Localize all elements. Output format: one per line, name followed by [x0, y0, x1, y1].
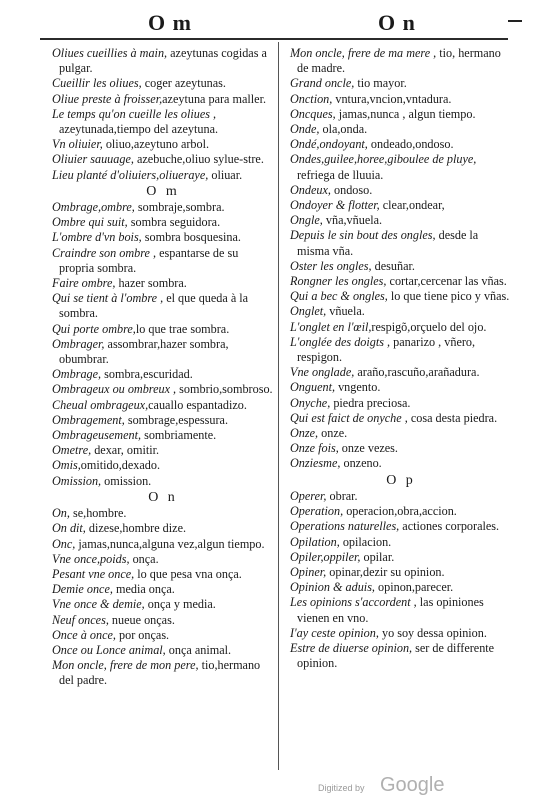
entry-headword: L'onglet en l'œil,: [290, 319, 372, 334]
watermark-prefix: Digitized by: [318, 783, 365, 793]
dictionary-entry: [52, 628, 274, 643]
dictionary-entry: [290, 320, 512, 335]
entry-translation: azeytunas cogidas a pulgar.: [59, 46, 267, 76]
entry-headword: Onguent,: [290, 380, 336, 395]
entry-translation: media onça.: [112, 582, 175, 597]
entry-headword: Mon oncle, frere de mon pere,: [52, 658, 199, 673]
entry-translation: desde la misma vña.: [297, 228, 479, 258]
entry-headword: Ometre,: [52, 443, 92, 458]
dictionary-entry: [52, 92, 274, 107]
dictionary-entry: [290, 595, 512, 625]
dictionary-entry: [52, 567, 274, 582]
entry-headword: Ombrageusement,: [52, 428, 142, 443]
entry-translation: cauallo espantadizo.: [148, 397, 247, 412]
entry-translation: desuñar.: [371, 258, 415, 273]
entry-headword: Ombrager,: [52, 336, 105, 351]
dictionary-entry: [290, 304, 512, 319]
entry-headword: Cheual ombrageux,: [52, 397, 149, 412]
dictionary-entry: [290, 565, 512, 580]
dictionary-entry: [290, 441, 512, 456]
entry-translation: panarizo , vñero, respigon.: [297, 334, 476, 365]
entry-translation: omission.: [101, 473, 152, 488]
entry-translation: lo que tiene pico y vñas.: [387, 289, 510, 304]
entry-translation: jamas,nunca , algun tiempo.: [335, 106, 476, 121]
entry-headword: Onc,: [52, 536, 76, 551]
entry-translation: sombraje,sombra.: [134, 200, 225, 215]
entry-headword: I'ay ceste opinion,: [290, 625, 379, 640]
entry-headword: Once à once,: [52, 627, 116, 642]
dictionary-entry: [52, 458, 274, 473]
entry-headword: Omis,: [52, 458, 81, 473]
section-heading: O n: [148, 489, 178, 505]
dictionary-entry: [52, 597, 274, 612]
entry-translation: omitido,dexado.: [80, 458, 160, 473]
dictionary-entry: [290, 274, 512, 289]
entry-translation: onze.: [318, 426, 348, 441]
dictionary-entry: [52, 230, 274, 245]
entry-translation: refriega de lluuia.: [297, 167, 384, 182]
entry-translation: azebuche,oliuo sylue-stre.: [133, 152, 264, 167]
dictionary-entry: [52, 168, 274, 183]
entry-translation: vña,vñuela.: [322, 213, 383, 228]
dictionary-entry: [52, 137, 274, 152]
entry-headword: Onde,: [290, 122, 320, 137]
entry-translation: se,hombre.: [69, 506, 127, 521]
dictionary-entry: [290, 380, 512, 395]
entry-headword: Operation,: [290, 504, 344, 519]
entry-translation: dexar, omitir.: [91, 443, 160, 458]
dictionary-entry: [52, 413, 274, 428]
dictionary-entry: [290, 550, 512, 565]
entry-translation: sombra seguidora.: [127, 215, 221, 230]
entry-headword: Qui est faict de onyche ,: [290, 410, 408, 425]
entry-headword: Oliue preste à froisser,: [52, 91, 163, 106]
entry-translation: dizese,hombre dize.: [85, 521, 187, 536]
entry-headword: Once ou Lonce animal,: [52, 642, 166, 657]
entry-headword: Qui se tient à l'ombre ,: [52, 291, 164, 306]
dictionary-entry: [290, 489, 512, 504]
dictionary-entry: [290, 137, 512, 152]
entry-headword: Ombragement,: [52, 412, 125, 427]
entry-translation: azeytunada,tiempo del azeytuna.: [59, 122, 219, 137]
entry-headword: Lieu planté d'oliuiers,oliueraye,: [52, 167, 209, 182]
entry-translation: sombriamente.: [141, 428, 217, 443]
entry-translation: sombrio,sombroso.: [176, 382, 273, 397]
entry-headword: Ombre qui suit,: [52, 215, 128, 230]
dictionary-entry: [52, 322, 274, 337]
dictionary-entry: [52, 521, 274, 536]
column-divider: [278, 42, 279, 770]
entry-translation: yo soy dessa opinion.: [378, 625, 487, 640]
entry-headword: Opiner,: [290, 564, 327, 579]
right-column: [290, 46, 512, 671]
entry-translation: araño,rascuño,arañadura.: [354, 365, 480, 380]
entry-translation: piedra preciosa.: [330, 395, 411, 410]
dictionary-entry: [290, 426, 512, 441]
entry-headword: Oncques,: [290, 106, 336, 121]
entry-headword: Qui a bec & ongles,: [290, 289, 388, 304]
dictionary-entry: [52, 215, 274, 230]
section-heading: O m: [146, 183, 180, 199]
entry-headword: Onction,: [290, 91, 333, 106]
entry-translation: el que queda à la sombra.: [59, 291, 249, 321]
dictionary-entry: [290, 519, 512, 534]
entry-headword: Onze fois,: [290, 441, 339, 456]
entry-headword: Qui porte ombre,: [52, 321, 136, 336]
dictionary-entry: [52, 474, 274, 489]
entry-headword: Ombrage,: [52, 367, 102, 382]
entry-headword: Vne once & demie,: [52, 597, 145, 612]
entry-headword: Ombrageux ou ombreux ,: [52, 382, 177, 397]
entry-headword: Neuf onces,: [52, 612, 109, 627]
entry-headword: Faire ombre,: [52, 276, 116, 291]
entry-translation: azeytuna para maller.: [162, 91, 267, 106]
entry-translation: onzeno.: [340, 456, 382, 471]
entry-translation: opinar,dezir su opinion.: [326, 564, 445, 579]
entry-headword: Onyche,: [290, 395, 331, 410]
left-column: [52, 46, 274, 689]
dictionary-entry: [52, 582, 274, 597]
entry-translation: ser de differente opinion.: [297, 640, 495, 671]
entry-headword: Opiler,oppiler,: [290, 549, 361, 564]
dictionary-entry: [52, 276, 274, 291]
entry-translation: las opiniones vienen en vno.: [297, 595, 484, 625]
entry-headword: Vne onglade,: [290, 365, 355, 380]
dictionary-entry: [290, 107, 512, 122]
entry-headword: Ondé,ondoyant,: [290, 137, 368, 152]
entry-translation: oliuar.: [208, 167, 243, 182]
entry-translation: ola,onda.: [319, 122, 368, 137]
dictionary-entry: [290, 411, 512, 426]
dictionary-entry: [290, 198, 512, 213]
dictionary-entry: [52, 398, 274, 413]
dictionary-entry: [52, 367, 274, 382]
entry-headword: Oliuier sauuage,: [52, 152, 134, 167]
entry-headword: Le temps qu'on cueille les oliues ,: [52, 106, 217, 121]
dictionary-entry: [52, 107, 274, 137]
dictionary-entry: [52, 428, 274, 443]
entry-translation: sombra,escuridad.: [101, 367, 193, 382]
dictionary-entry: [52, 291, 274, 321]
dictionary-entry: [290, 213, 512, 228]
entry-translation: actiones corporales.: [399, 519, 500, 534]
dictionary-entry: [52, 200, 274, 215]
dictionary-entry: [52, 152, 274, 167]
entry-headword: Omission,: [52, 473, 102, 488]
entry-headword: Operer,: [290, 488, 327, 503]
entry-translation: hazer sombra.: [115, 276, 187, 291]
entry-translation: lo que trae sombra.: [135, 321, 230, 336]
dictionary-entry: [290, 535, 512, 550]
entry-headword: Demie once,: [52, 582, 113, 597]
entry-headword: Vne once,poids,: [52, 551, 130, 566]
entry-translation: vntura,vncion,vntadura.: [332, 91, 452, 106]
dictionary-entry: [52, 76, 274, 91]
entry-translation: opilacion.: [339, 534, 392, 549]
dictionary-entry: [290, 641, 512, 671]
entry-headword: Ongle,: [290, 213, 323, 228]
dictionary-entry: [290, 228, 512, 258]
google-logo: Google: [380, 774, 445, 796]
dictionary-entry: [290, 183, 512, 198]
entry-translation: jamas,nunca,alguna vez,algun tiempo.: [75, 536, 265, 551]
entry-translation: sombrage,espessura.: [124, 412, 229, 427]
entry-headword: Rongner les ongles,: [290, 274, 387, 289]
dictionary-entry: [52, 443, 274, 458]
entry-translation: opinon,parecer.: [374, 580, 454, 595]
header-left: O m: [148, 10, 192, 35]
entry-headword: On,: [52, 506, 70, 521]
dictionary-entry: [290, 122, 512, 137]
dictionary-entry: [52, 337, 274, 367]
dictionary-entry: [52, 613, 274, 628]
entry-translation: oliuo,azeytuno arbol.: [102, 137, 210, 152]
entry-translation: assombrar,hazer sombra, obumbrar.: [59, 336, 229, 367]
dictionary-entry: [52, 552, 274, 567]
entry-headword: Cueillir les oliues,: [52, 76, 142, 91]
entry-translation: cortar,cercenar las vñas.: [386, 274, 507, 289]
dictionary-entry: [290, 76, 512, 91]
header-right: O n: [378, 10, 416, 35]
dictionary-entry: [52, 46, 274, 76]
entry-headword: L'onglée des doigts ,: [290, 334, 391, 349]
entry-headword: Onze,: [290, 426, 319, 441]
entry-translation: lo que pesa vna onça.: [134, 566, 242, 581]
dictionary-entry: [290, 396, 512, 411]
entry-headword: Opilation,: [290, 534, 340, 549]
entry-headword: Opinion & aduis,: [290, 580, 375, 595]
dictionary-entry: [52, 382, 274, 397]
entry-translation: operacion,obra,accion.: [343, 504, 457, 519]
entry-translation: por onças.: [115, 627, 170, 642]
entry-translation: onça animal.: [165, 642, 232, 657]
entry-translation: vñuela.: [326, 304, 365, 319]
entry-headword: Ondoyer & flotter,: [290, 198, 380, 213]
entry-headword: Oliues cueillies à main,: [52, 46, 168, 60]
dictionary-entry: [290, 456, 512, 471]
dictionary-entry: [290, 152, 512, 182]
entry-headword: Les opinions s'accordent ,: [290, 595, 417, 610]
header-rule: [40, 38, 508, 40]
entry-translation: cosa desta piedra.: [407, 410, 498, 425]
entry-translation: obrar.: [326, 488, 358, 503]
running-header: [0, 10, 551, 38]
dictionary-entry: [290, 46, 512, 76]
entry-headword: Ondes,guilee,horee,giboulee de pluye,: [290, 152, 477, 167]
entry-headword: Operations naturelles,: [290, 519, 400, 534]
entry-headword: Mon oncle, frere de ma mere ,: [290, 46, 437, 60]
entry-translation: tio,hermano del padre.: [59, 658, 261, 688]
entry-translation: tio, hermano de madre.: [297, 46, 501, 76]
dictionary-entry: [52, 506, 274, 521]
dictionary-entry: [52, 246, 274, 276]
entry-translation: clear,ondear,: [379, 198, 445, 213]
dictionary-entry: [290, 580, 512, 595]
entry-translation: nueue onças.: [108, 612, 175, 627]
entry-headword: Estre de diuerse opinion,: [290, 640, 413, 655]
entry-headword: Onglet,: [290, 304, 327, 319]
entry-translation: sombra bosquesina.: [141, 230, 241, 245]
dictionary-entry: [52, 537, 274, 552]
entry-translation: opilar.: [360, 549, 395, 564]
entry-headword: On dit,: [52, 521, 86, 536]
dictionary-entry: [290, 289, 512, 304]
section-heading: O p: [386, 472, 416, 488]
entry-translation: ondeado,ondoso.: [367, 137, 454, 152]
entry-headword: Ombrage,ombre,: [52, 200, 135, 215]
entry-headword: L'ombre d'vn bois,: [52, 230, 142, 245]
dictionary-entry: [290, 365, 512, 380]
dictionary-entry: [52, 643, 274, 658]
dictionary-entry: [290, 92, 512, 107]
entry-headword: Onziesme,: [290, 456, 341, 471]
digitized-by-google-watermark: [318, 774, 518, 800]
entry-translation: espantarse de su propria sombra.: [59, 245, 239, 275]
entry-headword: Ondeux,: [290, 182, 331, 197]
entry-translation: onça.: [129, 551, 159, 566]
entry-translation: onze vezes.: [338, 441, 398, 456]
entry-translation: tio mayor.: [354, 76, 407, 91]
entry-headword: Grand oncle,: [290, 76, 355, 91]
dictionary-entry: [290, 626, 512, 641]
entry-headword: Oster les ongles,: [290, 258, 372, 273]
entry-translation: onça y media.: [144, 597, 216, 612]
entry-translation: ondoso.: [330, 182, 373, 197]
entry-translation: coger azeytunas.: [141, 76, 226, 91]
dictionary-entry: [52, 658, 274, 688]
entry-translation: respigõ,orçuelo del ojo.: [371, 319, 487, 334]
header-dash: [508, 20, 522, 22]
dictionary-entry: [290, 259, 512, 274]
entry-headword: Craindre son ombre ,: [52, 245, 157, 260]
entry-translation: vngento.: [335, 380, 381, 395]
entry-headword: Pesant vne once,: [52, 566, 135, 581]
dictionary-entry: [290, 504, 512, 519]
entry-headword: Vn oliuier,: [52, 137, 103, 152]
entry-headword: Depuis le sin bout des ongles,: [290, 228, 436, 243]
dictionary-entry: [290, 335, 512, 365]
